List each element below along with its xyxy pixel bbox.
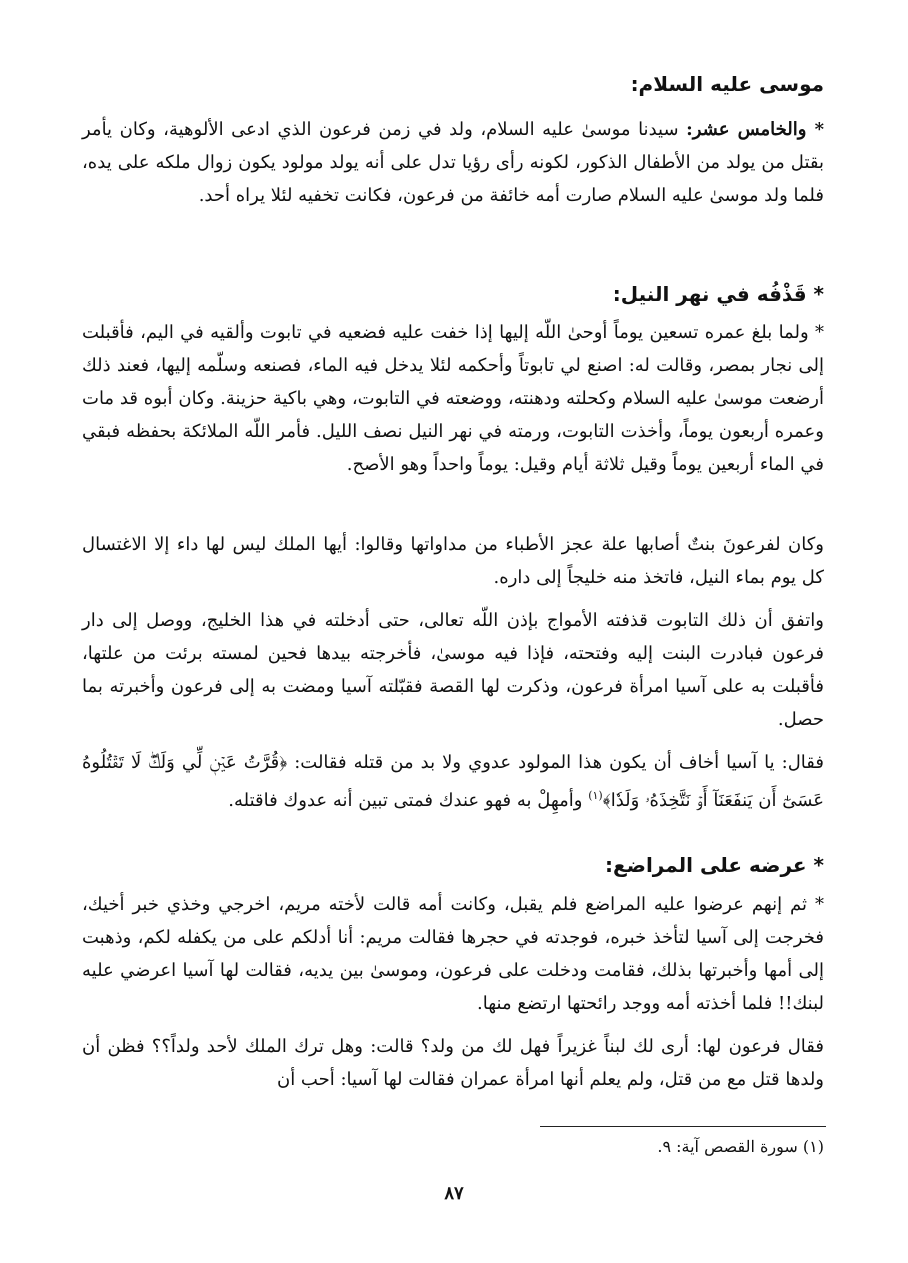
paragraph-text: * ولما بلغ عمره تسعين يوماً أوحىٰ اللّه إليها إذا خفت عليه فضعيه في تابوت وألقيه في اليم، فأقبلت إلى نجار بمصر، وقالت له: اصنع لي تابوتاً وأحكمه لئلا يدخل فيه الماء، فصنعه وسلّمه إليها، فعند ذلك أرضعت موسىٰ عليه السلام وكحلته ودهنته، ووضعته في التابوت، وهي باكية حزينة. وكان أبوه قد مات وعمره أربعون يوماً، وأخذت التابوت، ورمته في نهر النيل نصف الليل. فأمر اللّه الملائكة بحفظه فبقي في الماء أربعين يوماً وقيل ثلاثة أيام وقيل: يوماً واحداً وهو الأصح. bbox=[82, 322, 824, 475]
paragraph-lead: * والخامس عشر: bbox=[686, 119, 824, 140]
section-nursing bbox=[82, 853, 824, 877]
footnote-divider bbox=[540, 1126, 826, 1127]
paragraph-daughter bbox=[82, 528, 824, 594]
quran-verse: ﴿قُرَّتُ عَيۡنٖ لِّي وَلَكَۖ لَا تَقۡتُلُوهُ عَسَىٰٓ أَن يَنفَعَنَآ أَوۡ نَتَّخِذَهُۥ وَلَدٗا﴾ bbox=[82, 752, 824, 811]
paragraph-text: سيدنا موسىٰ عليه السلام، ولد في زمن فرعون الذي ادعى الألوهية، وكان يأمر بقتل من يولد من الأطفال الذكور، لكونه رأى رؤيا تدل على أنه يولد مولود يكون زوال ملكه على يده، فلما ولد موسىٰ عليه السلام صارت أمه خائفة من فرعون، فكانت تخفيه لئلا يراه أحد. bbox=[82, 119, 824, 206]
paragraph-chest bbox=[82, 604, 824, 736]
paragraph-pharaoh bbox=[82, 1030, 824, 1096]
paragraph-text: فقال: يا آسيا أخاف أن يكون هذا المولود عدوي ولا بد من قتله فقالت: bbox=[294, 752, 824, 773]
paragraph-text: فقال فرعون لها: أرى لك لبناً غزيراً فهل لك من ولد؟ قالت: وهل ترك الملك لأحد ولداً؟؟ فظن أن ولدها قتل مع من قتل، ولم يعلم أنها امرأة عمران فقالت لها آسيا: أحب أن bbox=[82, 1036, 824, 1090]
footnote-marker: (١) bbox=[588, 789, 603, 802]
paragraph-text: وكان لفرعونَ بنتٌ أصابها علة عجز الأطباء من مداواتها وقالوا: أيها الملك ليس لها داء إلا الاغتسال كل يوم بماء النيل، فاتخذ منه خليجاً إلى داره. bbox=[82, 534, 824, 588]
paragraph-asiya bbox=[82, 746, 824, 817]
footnote: (١) سورة القصص آية: ٩. bbox=[657, 1137, 824, 1156]
page-number: ٨٧ bbox=[444, 1183, 464, 1204]
section-heading: موسى عليه السلام: bbox=[630, 72, 824, 96]
section-heading: * قَذْفُه في نهر النيل: bbox=[612, 282, 824, 306]
paragraph-nile bbox=[82, 316, 824, 481]
section-moses bbox=[82, 72, 824, 96]
paragraph-text: واتفق أن ذلك التابوت قذفته الأمواج بإذن اللّه تعالى، حتى أدخلته في هذا الخليج، ووصل إلى دار فرعون فبادرت البنت إليه وفتحته، فإذا فيه موسىٰ، فأخرجته بيدها فحين لمسته برئت من علتها، فأقبلت به على آسيا امرأة فرعون، وذكرت لها القصة فقبّلته آسيا ومضت به إلى فرعون وأخبرته بما حصل. bbox=[82, 610, 824, 730]
paragraph-text: وأمهِلْ به فهو عندك فمتى تبين أنه عدوك فاقتله. bbox=[228, 790, 583, 811]
paragraph-intro bbox=[82, 113, 824, 212]
section-nile bbox=[82, 282, 824, 306]
paragraph-text: * ثم إنهم عرضوا عليه المراضع فلم يقبل، وكانت أمه قالت لأخته مريم، اخرجي وخذي خبر أخيك، فخرجت إلى آسيا لتأخذ خبره، فوجدته في حجرها فقالت مريم: أنا أدلكم على من يكفله لكم، وذهبت إلى أمها وأخبرتها بذلك، فقامت ودخلت على فرعون، وموسىٰ بين يديه، فقالت لها آسيا اعرضي عليه لبنك!! فلما أخذته أمه ووجد رائحتها ارتضع منها. bbox=[82, 894, 824, 1014]
paragraph-nursing bbox=[82, 888, 824, 1020]
section-heading: * عرضه على المراضع: bbox=[604, 853, 824, 877]
